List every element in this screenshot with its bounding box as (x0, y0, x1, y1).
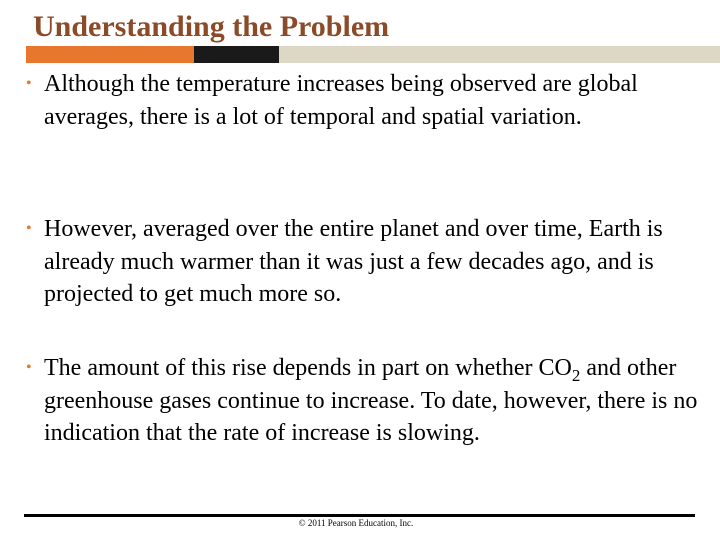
footer-divider (24, 514, 695, 517)
bullet-marker-icon: • (26, 220, 32, 237)
title-accent-bar-dark (194, 46, 279, 63)
title-accent-bar-beige (279, 46, 720, 63)
copyright-footer: © 2011 Pearson Education, Inc. (298, 518, 414, 528)
bullet-text (44, 352, 706, 450)
bullet-item (26, 68, 706, 133)
slide-title: Understanding the Problem (33, 10, 390, 43)
bullet-text: However, averaged over the entire planet and over time, Earth is already much warmer than it was just a few decades ago, and is projected to get much more so. (44, 216, 663, 307)
bullet-marker-icon: • (26, 75, 32, 92)
co2-subscript: 2 (571, 366, 581, 385)
bullet-text-after: and other greenhouse gases continue to increase. To date, however, there is no indication that the rate of increase is slowing. (44, 355, 698, 446)
title-accent-bar-orange (26, 46, 194, 63)
bullet-marker-icon: • (26, 359, 32, 376)
bullet-text-before: The amount of this rise depends in part on whether CO (44, 355, 572, 381)
bullet-text: Although the temperature increases being observed are global averages, there is a lot of temporal and spatial variation. (44, 71, 638, 130)
bullet-item (26, 213, 706, 311)
bullet-item (26, 352, 706, 450)
